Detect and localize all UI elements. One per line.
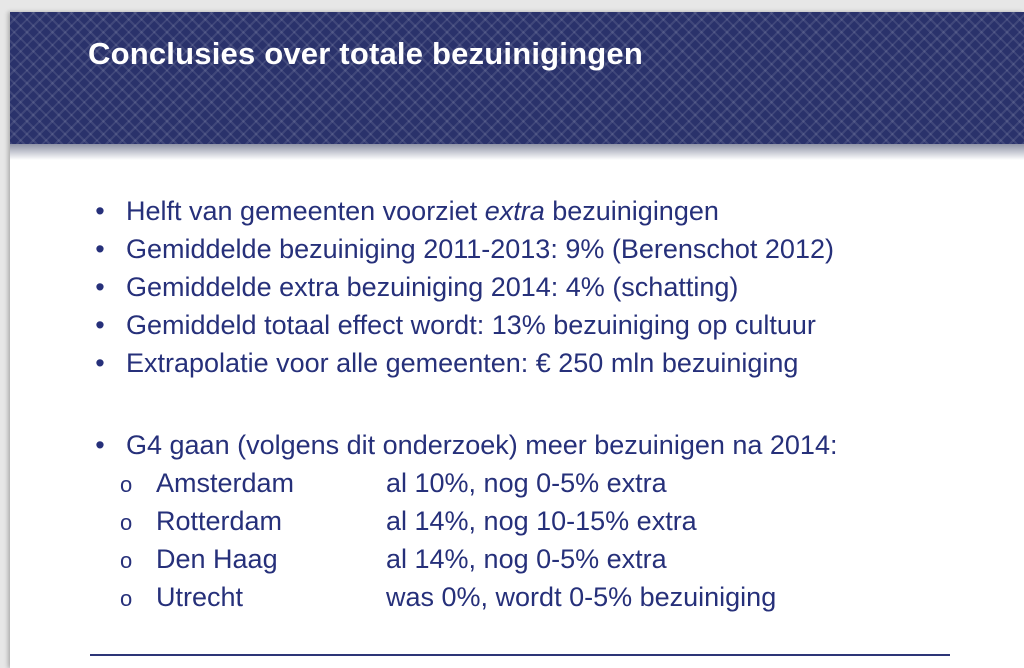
bullet-text: Gemiddelde bezuiniging 2011-2013: 9% (Berenschot 2012) [126, 234, 834, 264]
g4-city-list [90, 464, 837, 616]
sub-bullet-marker: o [120, 472, 133, 497]
header-shadow [10, 144, 1024, 160]
sub-bullet-marker: o [120, 586, 133, 611]
bullet-text-post: bezuinigingen [544, 196, 719, 226]
bullet-marker: • [95, 196, 105, 226]
bullet-item [90, 268, 834, 306]
bullet-item [90, 344, 834, 382]
bullet-marker: • [95, 430, 105, 460]
bullet-item [90, 306, 834, 344]
g4-city-row [90, 540, 837, 578]
g4-section [90, 426, 837, 616]
bullet-text: Gemiddelde extra bezuiniging 2014: 4% (schatting) [126, 272, 739, 302]
city-value: was 0%, wordt 0-5% bezuiniging [386, 582, 777, 612]
city-name: Den Haag [156, 544, 278, 574]
city-value: al 10%, nog 0-5% extra [386, 468, 667, 498]
city-value: al 14%, nog 0-5% extra [386, 544, 667, 574]
bullet-list [90, 192, 834, 382]
sub-bullet-marker: o [120, 548, 133, 573]
g4-heading-item [90, 426, 837, 464]
bullet-text-pre: Helft van gemeenten voorziet [126, 196, 485, 226]
sub-bullet-marker: o [120, 510, 133, 535]
g4-city-row [90, 464, 837, 502]
bullet-text: Gemiddeld totaal effect wordt: 13% bezuiniging op cultuur [126, 310, 816, 340]
slide [10, 12, 1024, 668]
bullet-item [90, 230, 834, 268]
bullet-marker: • [95, 348, 105, 378]
header-band [10, 12, 1024, 144]
g4-city-row [90, 578, 837, 616]
bullet-text: Extrapolatie voor alle gemeenten: € 250 mln bezuiniging [126, 348, 799, 378]
city-name: Rotterdam [156, 506, 283, 536]
city-value: al 14%, nog 10-15% extra [386, 506, 697, 536]
footer-divider [90, 654, 950, 656]
g4-city-row [90, 502, 837, 540]
bullet-item [90, 192, 834, 230]
city-name: Utrecht [156, 582, 244, 612]
city-name: Amsterdam [156, 468, 295, 498]
bullet-marker: • [95, 272, 105, 302]
g4-heading: G4 gaan (volgens dit onderzoek) meer bezuinigen na 2014: [126, 430, 838, 460]
bullet-marker: • [95, 310, 105, 340]
bullet-marker: • [95, 234, 105, 264]
bullet-text-emphasis: extra [484, 196, 545, 226]
slide-title: Conclusies over totale bezuinigingen [88, 36, 643, 71]
